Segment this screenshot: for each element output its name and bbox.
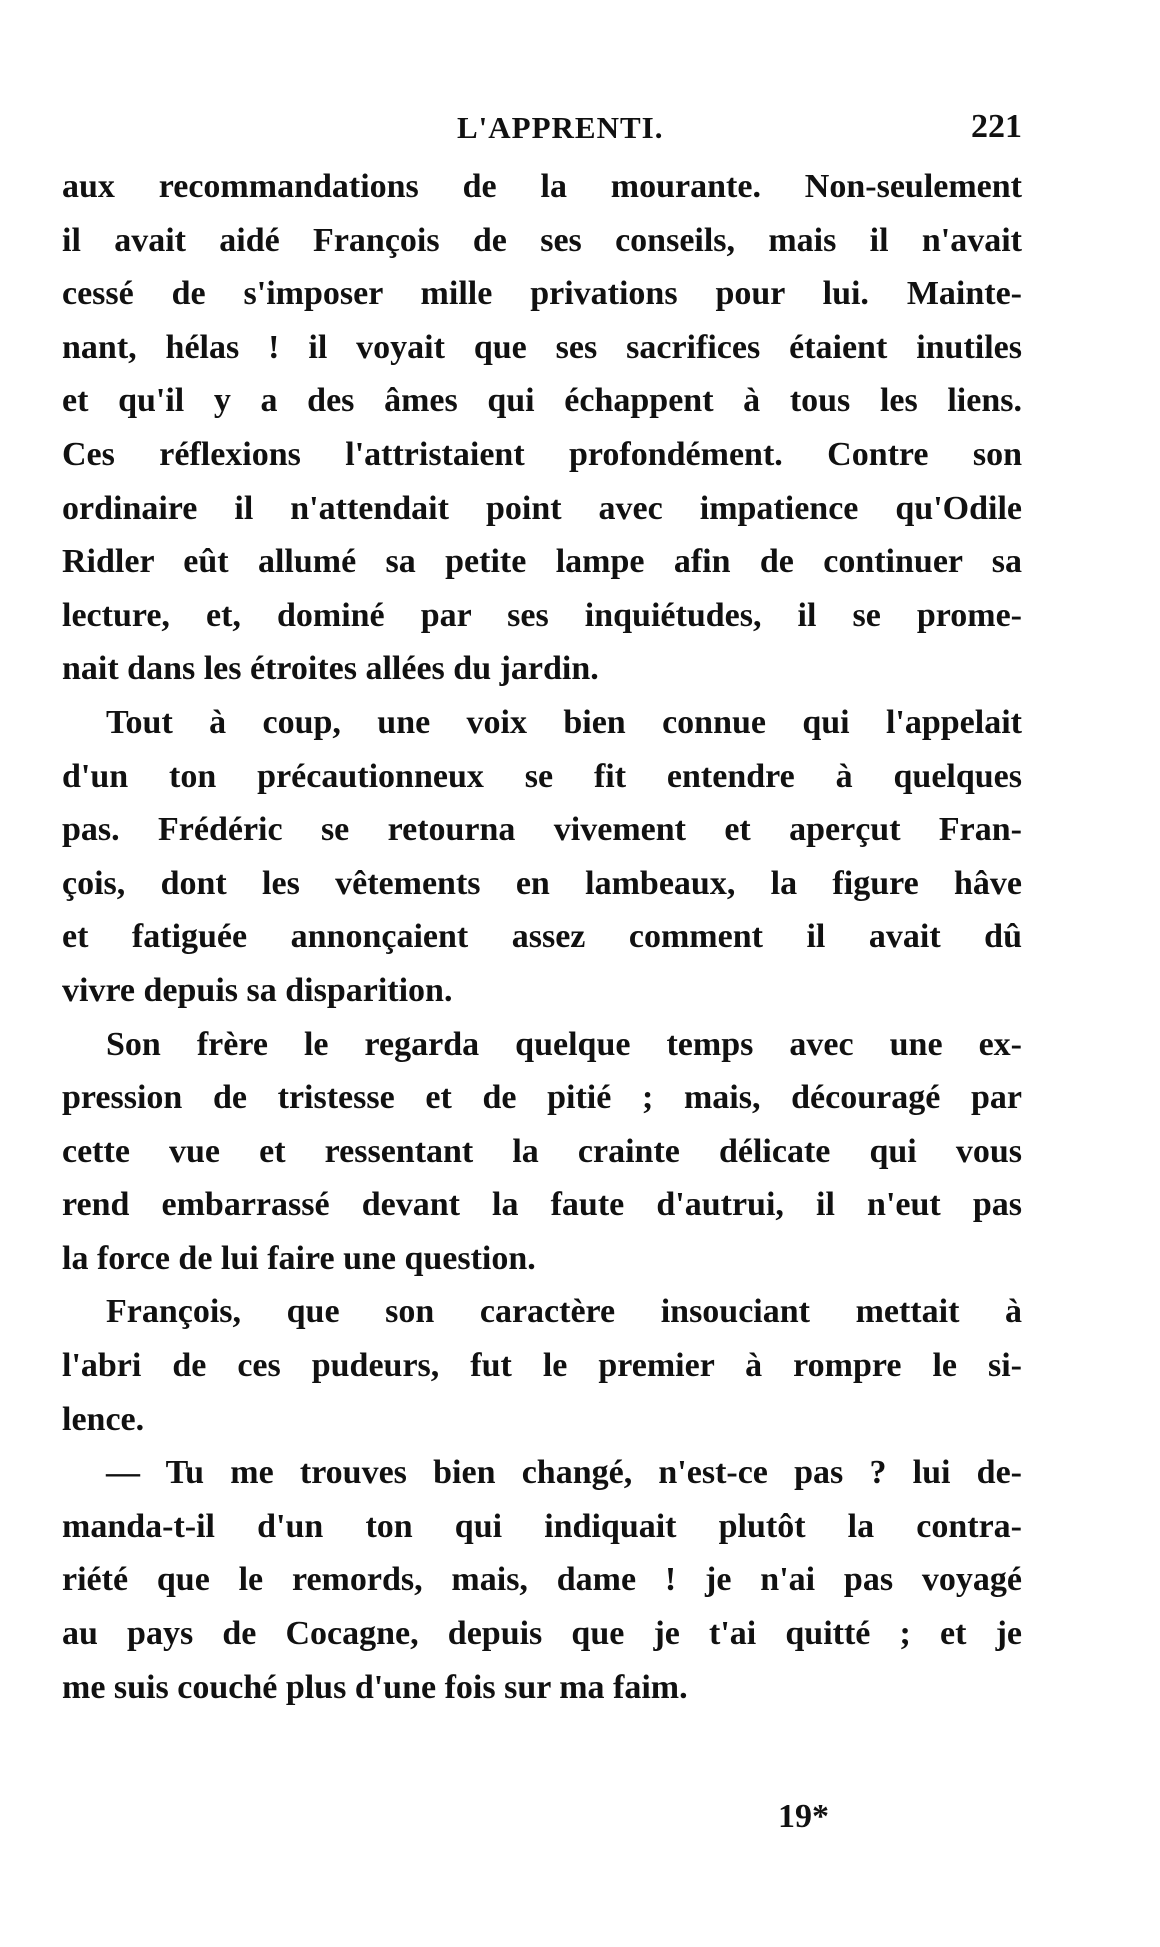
text-line: me suis couché plus d'une fois sur ma faim. [62,1668,688,1706]
text-line: et qu'il y a des âmes qui échappent à tous les liens. [62,382,1022,420]
text-line: cessé de s'imposer mille privations pour lui. Mainte- [62,275,1022,313]
text-line: Ces réflexions l'attristaient profondément. Contre son [62,435,1022,473]
text-line: rend embarrassé devant la faute d'autrui, il n'eut pas [62,1186,1022,1224]
running-title: L'APPRENTI. [457,110,664,145]
text-line: riété que le remords, mais, dame ! je n'ai pas voyagé [62,1561,1022,1599]
text-line: lence. [62,1400,145,1438]
text-line: aux recommandations de la mourante. Non-seulement [62,168,1022,205]
text-line: il avait aidé François de ses conseils, mais il n'avait [62,221,1022,259]
text-line: nant, hélas ! il voyait que ses sacrifices étaient inutiles [62,328,1022,366]
text-line: vivre depuis sa disparition. [62,971,453,1009]
signature-mark: 19* [778,1798,829,1835]
page-number: 221 [971,108,1022,145]
text-line: au pays de Cocagne, depuis que je t'ai quitté ; et je [62,1615,1022,1653]
text-line: Tout à coup, une voix bien connue qui l'appelait [106,703,1022,741]
text-line: nait dans les étroites allées du jardin. [62,650,599,688]
text-line: Son frère le regarda quelque temps avec une ex- [106,1025,1022,1063]
text-line: d'un ton précautionneux se fit entendre à quelques [62,757,1022,795]
text-line: cette vue et ressentant la crainte délicate qui vous [62,1132,1022,1170]
text-line: çois, dont les vêtements en lambeaux, la figure hâve [62,864,1022,902]
text-line: Ridler eût allumé sa petite lampe afin de continuer sa [62,543,1022,581]
text-line: François, que son caractère insouciant mettait à [106,1293,1022,1331]
text-line: pression de tristesse et de pitié ; mais, découragé par [62,1079,1022,1117]
page-header [62,104,1022,154]
body-text [62,160,1022,1714]
text-line: et fatiguée annonçaient assez comment il avait dû [62,918,1022,956]
text-line: l'abri de ces pudeurs, fut le premier à rompre le si- [62,1347,1022,1385]
text-line: pas. Frédéric se retourna vivement et aperçut Fran- [62,811,1022,849]
text-line: manda-t-il d'un ton qui indiquait plutôt la contra- [62,1507,1022,1545]
text-line: la force de lui faire une question. [62,1239,536,1277]
text-line: lecture, et, dominé par ses inquiétudes, il se prome- [62,596,1022,634]
text-line: — Tu me trouves bien changé, n'est-ce pas ? lui de- [106,1454,1022,1492]
text-line: ordinaire il n'attendait point avec impatience qu'Odile [62,489,1022,527]
